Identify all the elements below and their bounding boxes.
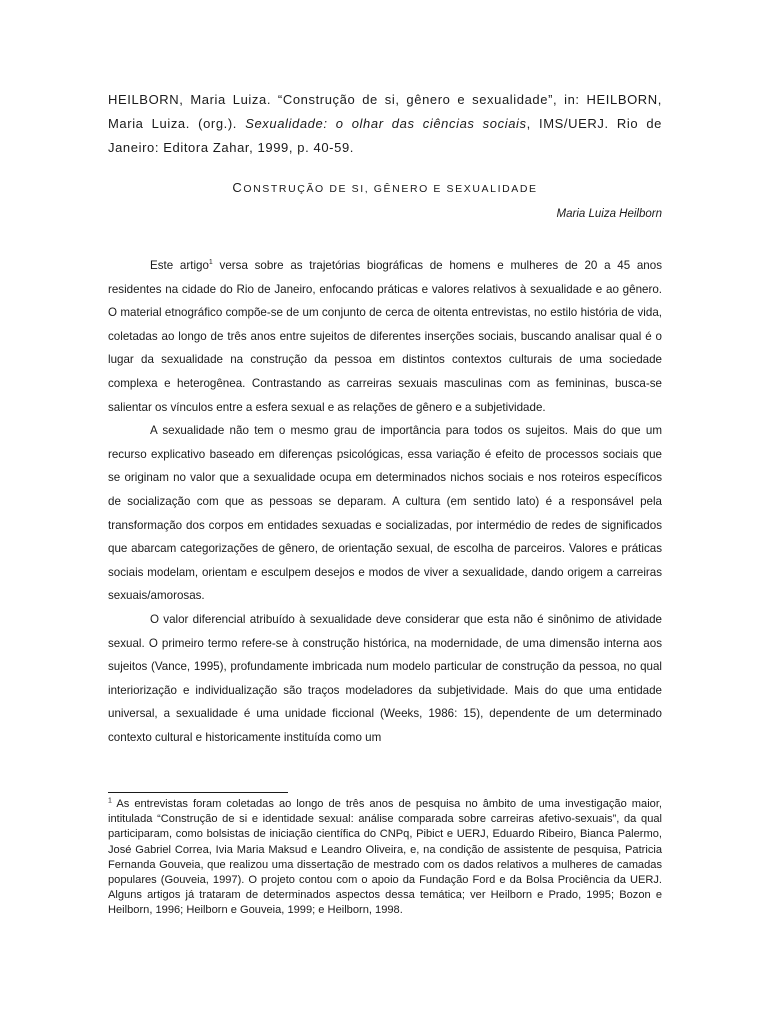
footnote-mark: 1 xyxy=(108,797,112,805)
citation-book-title: Sexualidade: o olhar das ciências sociais xyxy=(245,116,527,131)
footnote-reference: 1 xyxy=(208,259,213,267)
article-title xyxy=(108,180,662,195)
footnote xyxy=(108,797,662,919)
body-paragraph-1 xyxy=(108,254,662,419)
footnote-separator xyxy=(108,792,288,793)
bibliographic-citation xyxy=(108,88,662,160)
author-name: Maria Luiza Heilborn xyxy=(556,208,662,220)
citation-text-end: , IMS/UERJ. Rio de Janeiro: Editora Zahar, 1999, p. 40-59. xyxy=(108,116,662,155)
footnote-text: As entrevistas foram coletadas ao longo de três anos de pesquisa no âmbito de uma investigação maior, intitulada “Construção de si e identidade sexual: análise comparada sobre carreiras afetivo-sexuais”, da qual participaram, como bolsistas de iniciação científica do CNPq, Pibict e UERJ, Eduardo Ribeiro, Bianca Palermo, José Gabriel Correa, Ivia Maria Maksud e Leandro Oliveira, e, na condição de assistente de pesquisa, Patricia Fernanda Gouveia, que realizou uma dissertação de mestrado com os dados relativos a mulheres de camadas populares (Gouveia, 1997). O projeto contou com o apoio da Fundação Ford e da Bolsa Prociência da UERJ. Alguns artigos já trataram de determinados aspectos dessa temática; ver Heilborn e Prado, 1995; Bozon e Heilborn, 1996; Heilborn e Gouveia, 1999; e Heilborn, 1998. xyxy=(108,798,662,917)
body-paragraph-3: O valor diferencial atribuído à sexualidade deve considerar que esta não é sinônimo de atividade sexual. O primeiro termo refere-se à construção histórica, na modernidade, de uma dimensão interna aos sujeitos (Vance, 1995), profundamente imbricada num modelo particular de construção da pessoa, no qual interiorização e individualização são traços modeladores da subjetividade. Mais do que uma entidade universal, a sexualidade é uma unidade ficcional (Weeks, 1986: 15), dependente de um determinado contexto cultural e historicamente instituída como um xyxy=(108,612,662,744)
article-title-rest: ONSTRUÇÃO DE SI, GÊNERO E SEXUALIDADE xyxy=(243,183,538,195)
paragraph-1-start: Este artigo xyxy=(150,259,209,272)
article-title-initial: C xyxy=(232,180,244,195)
body-paragraph-2: A sexualidade não tem o mesmo grau de importância para todos os sujeitos. Mais do que um recurso explicativo baseado em diferenças psicológicas, essa variação é efeito de processos sociais que se originam no valor que a sexualidade ocupa em determinados nichos sociais e nos roteiros específicos de socialização com que as pessoas se deparam. A cultura (em sentido lato) é a responsável pela transformação dos corpos em entidades sexuadas e socializadas, por intermédio de redes de significados que abarcam categorizações de gênero, de orientação sexual, de escolha de parceiros. Valores e práticas sociais modelam, orientam e esculpem desejos e modos de viver a sexualidade, dando origem a carreiras sexuais/amorosas. xyxy=(108,424,662,603)
paragraph-1-rest: versa sobre as trajetórias biográficas de homens e mulheres de 20 a 45 anos residentes na cidade do Rio de Janeiro, enfocando práticas e valores relativos à sexualidade e ao gênero. O material etnográfico compõe-se de um conjunto de cerca de oitenta entrevistas, no estilo história de vida, coletadas ao longo de três anos entre sujeitos de diferentes inserções sociais, buscando analisar qual é o lugar da sexualidade na construção da pessoa em distintos contextos culturais de uma sociedade complexa e heterogênea. Contrastando as carreiras sexuais masculinas com as femininas, busca-se salientar os vínculos entre a esfera sexual e as relações de gênero e a subjetividade. xyxy=(108,259,662,414)
citation-text-start: HEILBORN, Maria Luiza. “Construção de si, gênero e sexualidade”, in: HEILBORN, Maria Luiza. (org.). xyxy=(108,92,662,131)
article-body xyxy=(108,254,662,749)
